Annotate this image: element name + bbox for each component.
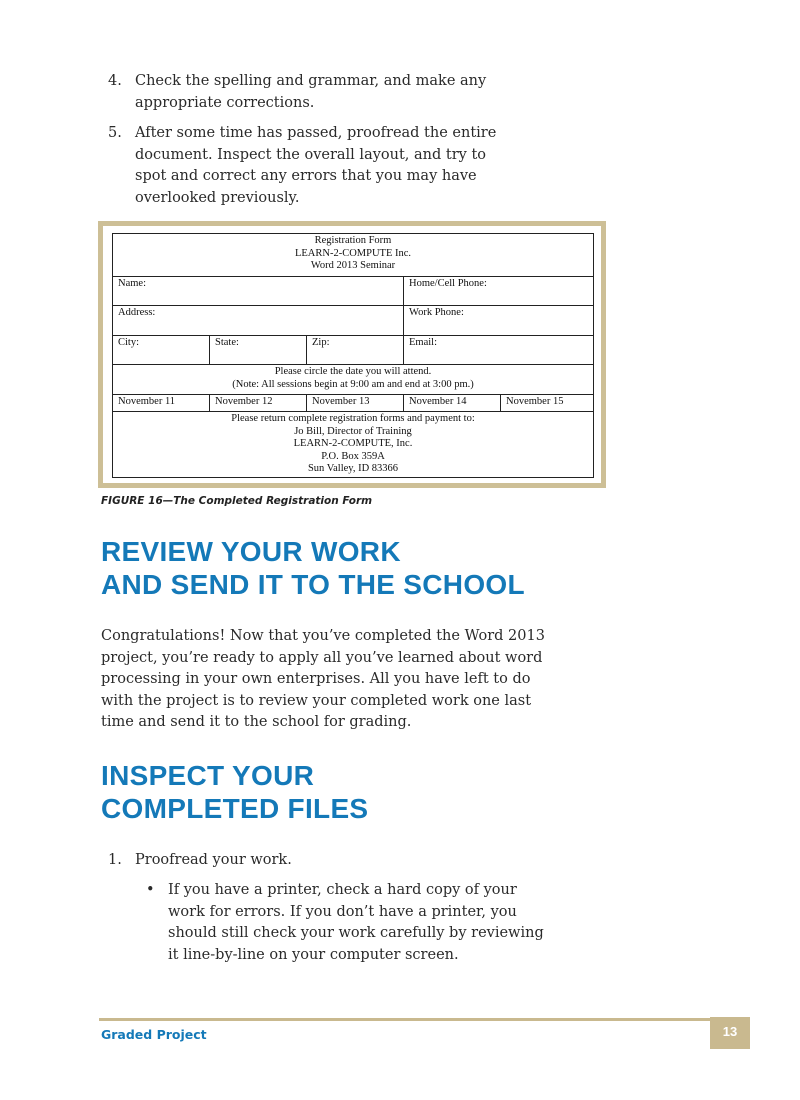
state-cell: State:: [210, 336, 307, 365]
address-cell: Address:: [113, 306, 404, 336]
circle-date-cell: [113, 365, 594, 395]
zip-cell: Zip:: [307, 336, 404, 365]
home-phone-cell: Home/Cell Phone:: [404, 277, 594, 306]
date-cell: November 14: [404, 395, 501, 412]
footer-divider: [99, 1018, 711, 1021]
heading-line: COMPLETED FILES: [101, 793, 369, 824]
list-number: 4.: [108, 73, 122, 89]
email-cell: Email:: [404, 336, 594, 365]
circle-line: (Note: All sessions begin at 9:00 am and end at 3:00 pm.): [232, 378, 474, 390]
date-cell: November 11: [113, 395, 210, 412]
list-number: 1.: [108, 852, 122, 868]
page-number: 13: [710, 1017, 750, 1049]
return-line: LEARN-2-COMPUTE, Inc.: [293, 438, 413, 449]
list-text: Check the spelling and grammar, and make any appropriate corrections.: [135, 73, 487, 111]
heading-line: INSPECT YOUR: [101, 760, 315, 791]
list-item-4: [108, 71, 528, 114]
date-cell: November 13: [307, 395, 404, 412]
circle-line: Please circle the date you will attend.: [274, 366, 432, 377]
bullet-item: [146, 880, 556, 966]
return-line: Please return complete registration forms and payment to:: [231, 413, 475, 424]
list-number: 5.: [108, 125, 122, 141]
list-text: After some time has passed, proofread the entire document. Inspect the overall layout, and try to spot and correct any errors that you may have overlooked previously.: [135, 125, 497, 206]
return-line: Sun Valley, ID 83366: [307, 463, 399, 474]
form-title-line: LEARN-2-COMPUTE Inc.: [294, 247, 412, 259]
date-cell: November 12: [210, 395, 307, 412]
form-title-line: Registration Form: [314, 235, 392, 246]
form-title-line: Word 2013 Seminar: [310, 260, 396, 271]
section-heading-inspect: [101, 759, 368, 825]
work-phone-cell: Work Phone:: [404, 306, 594, 336]
heading-line: AND SEND IT TO THE SCHOOL: [101, 569, 525, 600]
city-cell: City:: [113, 336, 210, 365]
figure-frame: [98, 221, 606, 488]
list-text: Proofread your work.: [135, 852, 292, 868]
footer-label: Graded Project: [101, 1027, 207, 1042]
date-cell: November 15: [501, 395, 594, 412]
registration-form-table: [112, 233, 594, 478]
figure-caption: FIGURE 16—The Completed Registration Form: [101, 495, 373, 507]
return-info-cell: [113, 412, 594, 478]
return-line: Jo Bill, Director of Training: [294, 425, 412, 437]
bullet-text: If you have a printer, check a hard copy of your work for errors. If you don’t have a printer, you should still check your work carefully by reviewing it line-by-line on your computer screen.: [168, 882, 544, 963]
section-heading-review: [101, 535, 525, 601]
form-title: [113, 234, 594, 277]
list-item-5: [108, 123, 518, 209]
heading-line: REVIEW YOUR WORK: [101, 536, 401, 567]
bullet-icon: •: [146, 882, 155, 898]
name-cell: Name:: [113, 277, 404, 306]
return-line: P.O. Box 359A: [321, 450, 385, 462]
list-item-1: [108, 850, 528, 872]
body-paragraph: Congratulations! Now that you’ve completed the Word 2013 project, you’re ready to apply all you’ve learned about word processing in your own enterprises. All you have left to do with the project is to review your completed work one last time and send it to the school for grading.: [101, 628, 545, 730]
